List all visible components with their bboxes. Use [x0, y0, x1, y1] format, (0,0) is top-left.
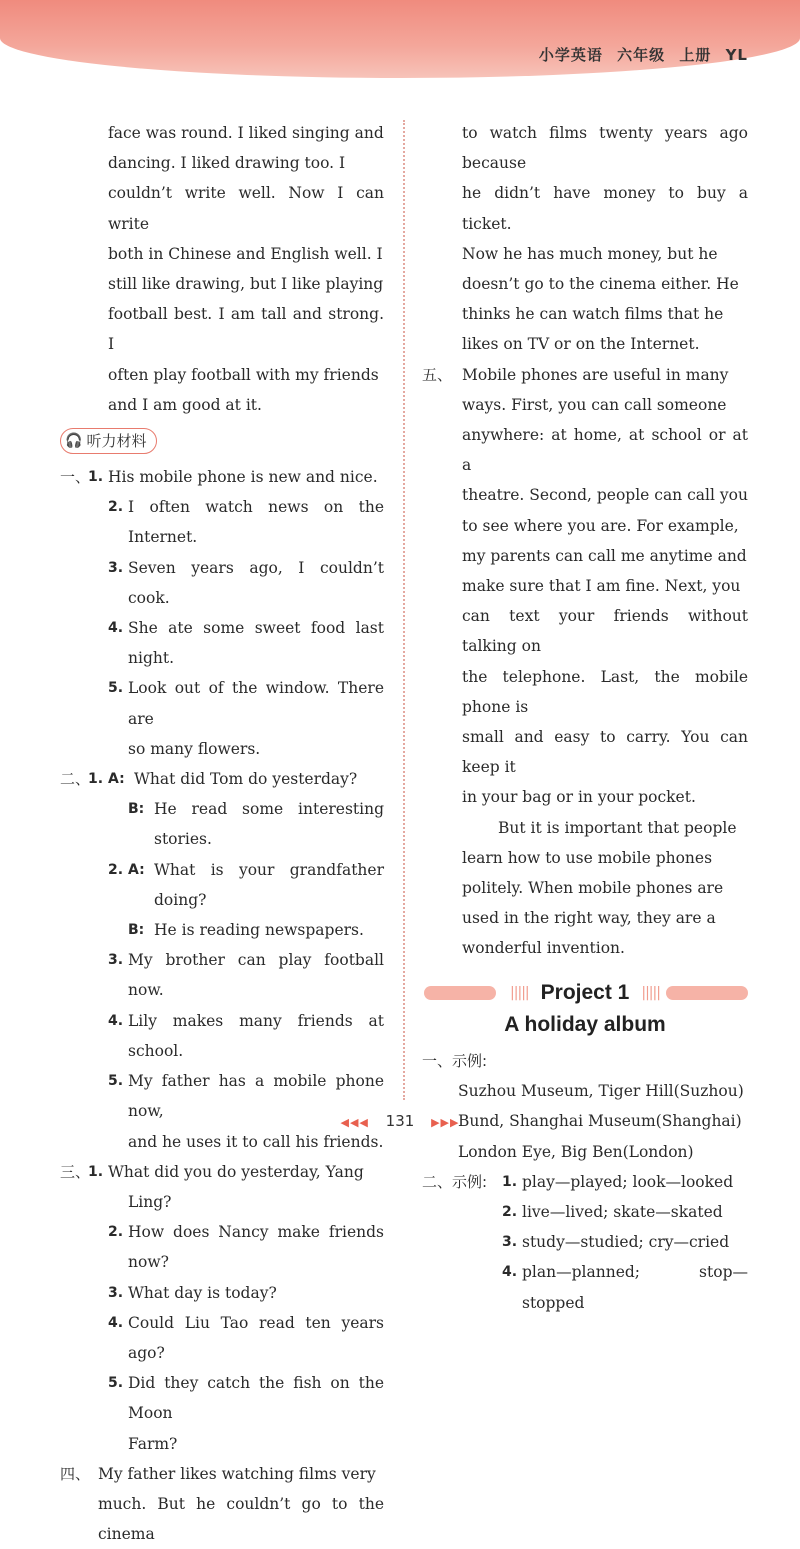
item-number: 5.	[108, 1073, 124, 1090]
intro-line: football best. I am tall and strong. I	[108, 305, 384, 354]
s2-item	[60, 945, 384, 1005]
project-title: Project 1	[540, 980, 630, 1004]
item-text: play—played; look—looked	[522, 1172, 734, 1191]
s2-dialogue	[60, 855, 384, 915]
speaker-b: B:	[128, 922, 145, 939]
item-number: 1.	[502, 1173, 518, 1190]
s2-dialogue	[60, 915, 384, 945]
passage-line: wonderful invention.	[462, 939, 625, 958]
s1-item	[60, 613, 384, 673]
item-number: 1.	[88, 1163, 104, 1180]
listening-material-label: 听力材料	[86, 432, 147, 451]
spacer	[108, 794, 128, 854]
s1-item	[60, 462, 384, 492]
s2-dialogue	[60, 794, 384, 854]
section-label: 四、	[60, 1464, 91, 1483]
item-text: Could Liu Tao read ten years ago?	[128, 1313, 384, 1362]
passage-line: he didn’t have money to buy a ticket.	[462, 184, 748, 233]
item-continuation: Ling?	[128, 1192, 172, 1211]
s3-item	[60, 1308, 384, 1368]
example-line: London Eye, Big Ben(London)	[458, 1142, 694, 1161]
passage-line: used in the right way, they are a	[462, 909, 716, 928]
item-number: 1.	[88, 469, 104, 486]
intro-passage	[60, 118, 384, 420]
item-text: study—studied; cry—cried	[522, 1233, 730, 1252]
passage-line: Now he has much money, but he	[462, 244, 718, 263]
passage-line: Mobile phones are useful in many	[462, 365, 729, 384]
item-number: 4.	[108, 620, 124, 637]
s2-dialogue	[60, 764, 384, 794]
s5-passage	[422, 360, 748, 390]
intro-line: face was round. I liked singing and	[108, 124, 384, 142]
passage-line: theatre. Second, people can call you	[462, 486, 748, 505]
section-label: 三、	[60, 1162, 91, 1181]
right-arrows-icon: ▶▶▶	[431, 1116, 460, 1129]
item-text: live—lived; skate—skated	[522, 1202, 723, 1221]
item-text: He is reading newspapers.	[154, 921, 364, 940]
section-label: 五、	[422, 365, 453, 384]
item-text: My brother can play football now.	[128, 951, 384, 1000]
item-number: 3.	[502, 1234, 518, 1251]
item-number: 4.	[108, 1012, 124, 1029]
s3-item	[60, 1157, 384, 1187]
spacer	[108, 915, 128, 945]
passage-line: doesn’t go to the cinema either. He	[462, 275, 739, 294]
item-text: My father has a mobile phone now,	[128, 1072, 384, 1121]
listening-material-tag	[60, 428, 157, 454]
item-number: 2.	[502, 1203, 518, 1220]
book-title: 小学英语 六年级 上册 YL	[538, 46, 748, 64]
column-divider	[403, 120, 405, 1100]
passage-line: in your bag or in your pocket.	[462, 788, 696, 807]
passage-line: ways. First, you can call someone	[462, 395, 727, 414]
passage-line: thinks he can watch films that he	[462, 305, 724, 324]
item-continuation: and he uses it to call his friends.	[128, 1132, 384, 1151]
s4-passage	[60, 1459, 384, 1489]
item-text: plan—planned; stop—stopped	[522, 1263, 748, 1312]
page-number: 131	[385, 1112, 415, 1130]
project-subtitle: A holiday album	[504, 1012, 666, 1036]
item-number: 2.	[108, 1224, 124, 1241]
speaker-a: A:	[128, 861, 145, 878]
s3-item	[60, 1368, 384, 1428]
example-line: Bund, Shanghai Museum(Shanghai)	[458, 1112, 742, 1131]
passage-line: But it is important that people	[498, 818, 737, 837]
item-text: What is your grandfather doing?	[154, 860, 384, 909]
section-label: 一、	[60, 468, 91, 487]
p2-item	[422, 1227, 748, 1257]
item-number: 3.	[108, 952, 124, 969]
item-number: 1.	[88, 771, 104, 788]
intro-line: still like drawing, but I like playing	[108, 275, 384, 294]
item-number: 4.	[108, 1314, 124, 1331]
right-column	[422, 118, 748, 1318]
header-band	[0, 0, 800, 78]
passage-line: much. But he couldn’t go to the cinema	[98, 1494, 384, 1544]
s1-item	[60, 553, 384, 613]
section-label: 二、	[60, 770, 91, 789]
item-number: 2.	[108, 499, 124, 516]
headphones-icon: 🎧	[65, 433, 83, 450]
passage-line: the telephone. Last, the mobile phone is	[462, 667, 748, 716]
item-text: Did they catch the fish on the Moon	[128, 1374, 384, 1423]
item-text: His mobile phone is new and nice.	[108, 468, 378, 487]
passage-line: learn how to use mobile phones	[462, 848, 713, 867]
passage-line: to see where you are. For example,	[462, 516, 739, 535]
p2-item	[422, 1257, 748, 1317]
s3-item	[60, 1217, 384, 1277]
item-text: What day is today?	[128, 1283, 277, 1302]
passage-line: anywhere: at home, at school or at a	[462, 426, 748, 475]
intro-line: dancing. I liked drawing too. I	[108, 154, 346, 173]
item-continuation: so many flowers.	[128, 739, 261, 758]
heading-ticks-right: |||||	[641, 984, 660, 1001]
speaker-a: A:	[108, 771, 125, 788]
item-continuation: Farm?	[128, 1434, 178, 1453]
item-text: Seven years ago, I couldn’t cook.	[128, 558, 384, 607]
s4-continuation	[422, 118, 748, 360]
passage-line: my parents can call me anytime and	[462, 546, 747, 565]
passage-line: My father likes watching films very	[98, 1464, 376, 1483]
item-text: He read some interesting stories.	[154, 800, 384, 849]
example-line: Suzhou Museum, Tiger Hill(Suzhou)	[458, 1082, 744, 1101]
left-column	[60, 118, 384, 1549]
page-footer	[0, 1112, 800, 1130]
item-number: 4.	[502, 1264, 518, 1281]
s3-item	[60, 1278, 384, 1308]
passage-line: make sure that I am fine. Next, you	[462, 577, 741, 596]
item-number: 3.	[108, 559, 124, 576]
item-text: Look out of the window. There are	[128, 679, 384, 728]
passage-line: can text your friends without talking on	[462, 607, 748, 656]
p1-label: 一、示例:	[422, 1051, 488, 1070]
p2-item	[422, 1167, 748, 1197]
heading-bar-left	[424, 986, 496, 1000]
s1-item	[60, 673, 384, 733]
passage-line: politely. When mobile phones are	[462, 879, 724, 898]
item-text: She ate some sweet food last night.	[128, 619, 384, 668]
item-number: 5.	[108, 1375, 124, 1392]
item-number: 3.	[108, 1284, 124, 1301]
left-arrows-icon: ◀◀◀	[340, 1116, 369, 1129]
p2-label: 二、示例:	[422, 1172, 488, 1191]
passage-line: small and easy to carry. You can keep it	[462, 728, 748, 777]
p2-item	[422, 1197, 748, 1227]
s1-item	[60, 492, 384, 552]
item-text: Lily makes many friends at school.	[128, 1011, 384, 1060]
intro-line: couldn’t write well. Now I can write	[108, 184, 384, 233]
intro-line: both in Chinese and English well. I	[108, 244, 383, 263]
s5-passage-body	[422, 390, 748, 964]
intro-line: often play football with my friends	[108, 365, 379, 384]
item-text: How does Nancy make friends now?	[128, 1223, 384, 1272]
heading-bar-right	[666, 986, 748, 1000]
item-text: What did you do yesterday, Yang	[108, 1162, 364, 1181]
passage-line: to watch films twenty years ago because	[462, 124, 748, 173]
intro-line: and I am good at it.	[108, 395, 262, 414]
s2-item	[60, 1006, 384, 1066]
item-number: 2.	[108, 861, 124, 878]
passage-line: likes on TV or on the Internet.	[462, 335, 700, 354]
project-heading	[422, 982, 748, 1004]
item-text: What did Tom do yesterday?	[134, 770, 358, 789]
heading-ticks-left: |||||	[510, 984, 529, 1001]
speaker-b: B:	[128, 801, 145, 818]
item-text: I often watch news on the Internet.	[128, 498, 384, 547]
item-number: 5.	[108, 680, 124, 697]
